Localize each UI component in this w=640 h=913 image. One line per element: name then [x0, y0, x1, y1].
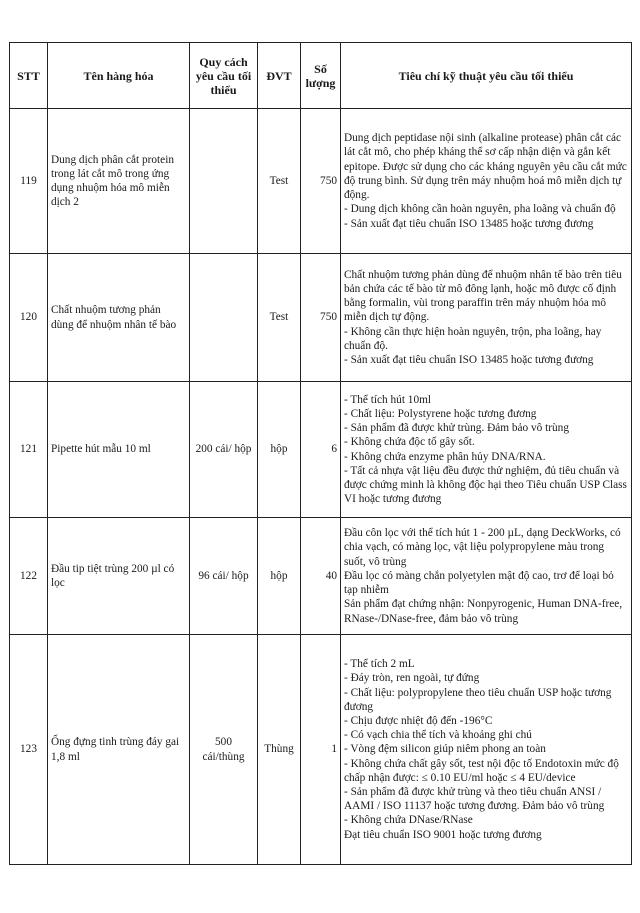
criteria-line: - Không cần thực hiện hoàn nguyên, trộn, pha loãng, hay chuẩn độ. — [344, 325, 602, 352]
criteria-line: - Vòng đệm silicon giúp niêm phong an toàn — [344, 743, 546, 756]
criteria-line: - Chịu được nhiệt độ đến -196°C — [344, 714, 493, 727]
row-quantity: 750 — [301, 254, 341, 382]
row-criteria — [341, 254, 632, 382]
row-spec: 500 cái/thùng — [190, 635, 258, 865]
row-item-name: Pipette hút mẫu 10 ml — [48, 382, 190, 518]
row-stt: 123 — [10, 635, 48, 865]
row-criteria — [341, 109, 632, 254]
row-item-name: Dung dịch phân cắt protein trong lát cắt mô trong ứng dụng nhuộm hóa mô miễn dịch 2 — [48, 109, 190, 254]
table-row — [10, 254, 632, 382]
criteria-line: Sản phẩm đạt chứng nhận: Nonpyrogenic, Human DNA-free, RNase-/DNase-free, đảm bảo vô trùng — [344, 598, 623, 625]
criteria-line: - Thể tích hút 10ml — [344, 393, 432, 406]
criteria-line: - Sản phẩm đã được khử trùng và theo tiêu chuẩn ANSI / AAMI / ISO 11137 hoặc tương đương. Đảm bảo vô trùng — [344, 786, 605, 813]
row-stt: 121 — [10, 382, 48, 518]
header-unit: ĐVT — [258, 43, 301, 109]
header-stt: STT — [10, 43, 48, 109]
criteria-line: - Không chứa enzyme phân hủy DNA/RNA. — [344, 450, 546, 463]
criteria-line: Chất nhuộm tương phản dùng để nhuộm nhân tế bào trên tiêu bản chứa các tế bào từ mô đông lạnh, hoặc mô được cố định bằng formalin, vùi trong paraffin trên máy nhuộm hóa mô miễn dịch tự động. — [344, 268, 622, 324]
row-spec — [190, 109, 258, 254]
criteria-line: - Không chứa DNase/RNase — [344, 814, 473, 827]
row-unit: hộp — [258, 518, 301, 635]
table-row — [10, 109, 632, 254]
criteria-line: - Thể tích 2 mL — [344, 658, 415, 671]
criteria-line: - Không chứa chất gây sốt, test nội độc tố Endotoxin mức độ chấp nhận được: ≤ 0.10 EU/ml hoặc ≤ 4 EU/device — [344, 757, 619, 784]
criteria-line: - Sản xuất đạt tiêu chuẩn ISO 13485 hoặc tương đương — [344, 354, 594, 366]
row-item-name: Ống đựng tinh trùng đáy gai 1,8 ml — [48, 635, 190, 865]
row-spec: 200 cái/ hộp — [190, 382, 258, 518]
table-row — [10, 635, 632, 865]
table-row — [10, 518, 632, 635]
row-spec — [190, 254, 258, 382]
header-qty: Số lượng — [301, 43, 341, 109]
criteria-line: Đầu côn lọc với thể tích hút 1 - 200 µL, dạng DeckWorks, có chia vạch, có màng lọc, vật liệu polypropylene màu trong suốt, vô trùng — [344, 527, 621, 568]
row-item-name: Chất nhuộm tương phản dùng để nhuộm nhân tế bào — [48, 254, 190, 382]
header-spec: Quy cách yêu cầu tối thiểu — [190, 43, 258, 109]
criteria-line: - Chất liệu: polypropylene theo tiêu chuẩn USP hoặc tương đương — [344, 686, 612, 713]
row-quantity: 40 — [301, 518, 341, 635]
criteria-line: - Sản phẩm đã được khử trùng. Đảm bảo vô trùng — [344, 422, 569, 435]
criteria-line: Đạt tiêu chuẩn ISO 9001 hoặc tương đương — [344, 828, 542, 841]
row-unit: Thùng — [258, 635, 301, 865]
specification-table — [9, 42, 632, 865]
table-header-row — [10, 43, 632, 109]
row-quantity: 750 — [301, 109, 341, 254]
row-unit: hộp — [258, 382, 301, 518]
table-row — [10, 382, 632, 518]
row-unit: Test — [258, 254, 301, 382]
criteria-line: - Sản xuất đạt tiêu chuẩn ISO 13485 hoặc tương đương — [344, 217, 594, 230]
row-unit: Test — [258, 109, 301, 254]
row-criteria — [341, 382, 632, 518]
row-stt: 122 — [10, 518, 48, 635]
criteria-line: Đầu lọc có màng chắn polyetylen mật độ cao, trơ để loại bỏ tạp nhiễm — [344, 569, 614, 597]
criteria-line: - Dung dịch không cần hoàn nguyên, pha loãng và chuẩn độ — [344, 203, 616, 216]
header-criteria: Tiêu chí kỹ thuật yêu cầu tối thiểu — [341, 43, 632, 109]
row-spec: 96 cái/ hộp — [190, 518, 258, 635]
header-name: Tên hàng hóa — [48, 43, 190, 109]
row-item-name: Đầu tip tiệt trùng 200 µl có lọc — [48, 518, 190, 635]
criteria-line: - Chất liệu: Polystyrene hoặc tương đương — [344, 407, 537, 420]
criteria-line: - Đáy tròn, ren ngoài, tự đứng — [344, 672, 480, 685]
row-stt: 119 — [10, 109, 48, 254]
criteria-line: - Có vạch chia thể tích và khoảng ghi chú — [344, 729, 532, 742]
row-criteria — [341, 518, 632, 635]
criteria-line: - Không chứa độc tố gây sốt. — [344, 436, 475, 449]
row-criteria — [341, 635, 632, 865]
criteria-line: - Tất cả nhựa vật liệu đều được thử nghiệm, đủ tiêu chuẩn và được chứng minh là không độc hại theo Tiêu chuẩn USP Class VI hoặc tương đương — [344, 464, 627, 506]
row-quantity: 6 — [301, 382, 341, 518]
row-stt: 120 — [10, 254, 48, 382]
criteria-line: Dung dịch peptidase nội sinh (alkaline protease) phân cắt các lát cắt mô, cho phép kháng thể sơ cấp nhận diện và gắn kết epitope. Được sử dụng cho các kháng nguyên yêu cầu cắt mức độ trung bình. Sử dụng trên máy nhuộm hoá mô miễn dịch tự động. — [344, 132, 627, 202]
row-quantity: 1 — [301, 635, 341, 865]
